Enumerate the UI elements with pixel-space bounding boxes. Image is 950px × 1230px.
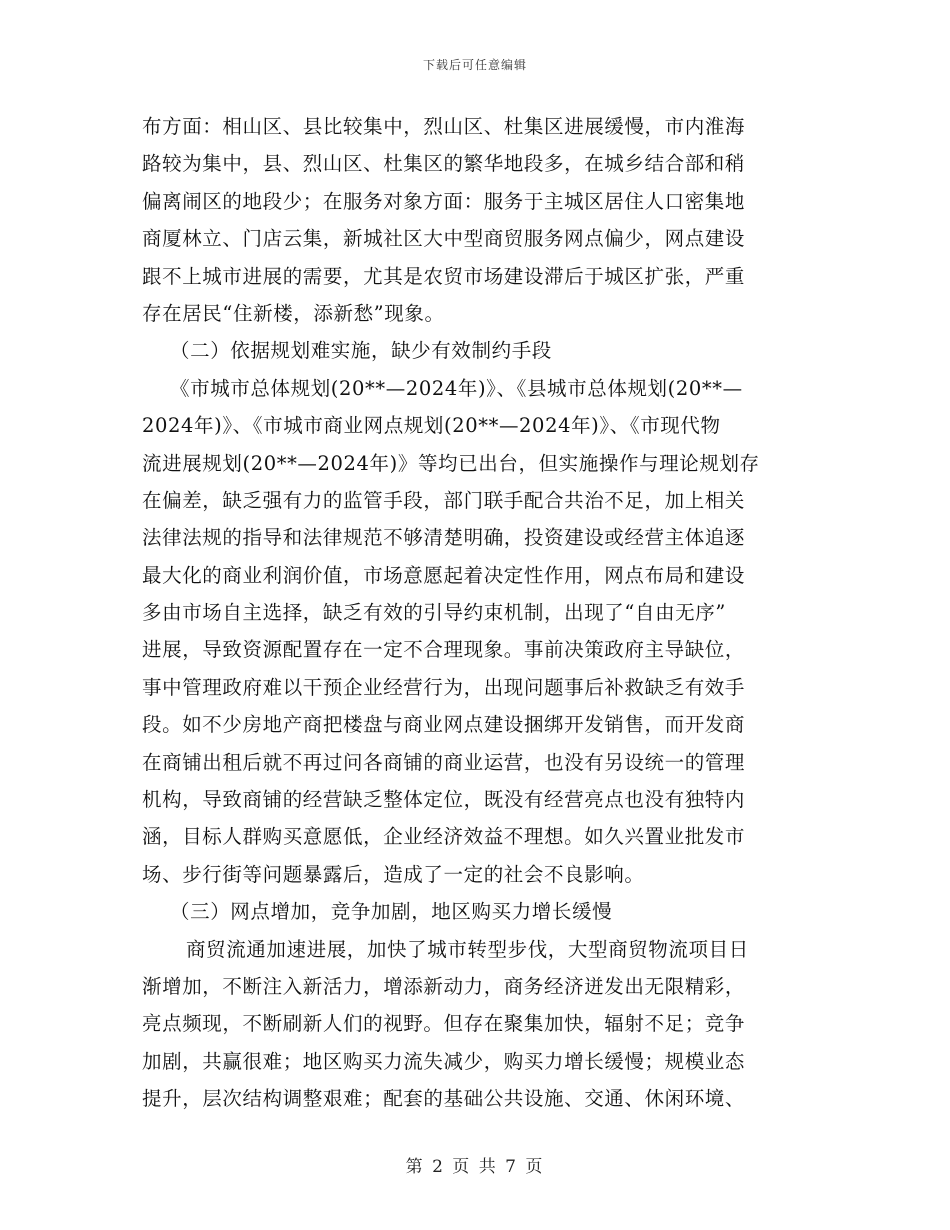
text-line: 段。如不少房地产商把楼盘与商业网点建设捆绑开发销售，而开发商 [142, 713, 746, 737]
text-line: 提升，层次结构调整艰难；配套的基础公共设施、交通、休闲环境、 [142, 1087, 746, 1111]
text-line: 存在居民“住新楼，添新愁”现象。 [142, 301, 445, 325]
text-line: 流进展规划(20**—2024年)》等均已出台，但实施操作与理论规划存 [142, 451, 760, 475]
text-line: 加剧，共赢很难；地区购买力流失减少，购买力增长缓慢；规模业态 [142, 1049, 746, 1073]
text-line: 场、步行街等问题暴露后，造成了一定的社会不良影响。 [142, 862, 645, 886]
section-heading: （三）网点增加，竞争加剧，地区购买力增长缓慢 [170, 900, 613, 924]
text-line: 亮点频现，不断刷新人们的视野。但存在聚集加快，辐射不足；竞争 [142, 1012, 746, 1036]
paragraph-first-line: 《市城市总体规划(20**—2024年)》、《县城市总体规划(20**— [170, 376, 743, 400]
text-line: 在偏差，缺乏强有力的监管手段，部门联手配合共治不足，加上相关 [142, 488, 746, 512]
text-line: 在商铺出租后就不再过问各商铺的商业运营，也没有另设统一的管理 [142, 750, 746, 774]
document-body [142, 108, 812, 1118]
text-line: 法律法规的指导和法律规范不够清楚明确，投资建设或经营主体追逐 [142, 526, 746, 550]
section-heading: （二）依据规划难实施，缺少有效制约手段 [170, 339, 552, 363]
text-line: 事中管理政府难以干预企业经营行为，出现问题事后补救缺乏有效手 [142, 675, 746, 699]
text-line: 商厦林立、门店云集，新城社区大中型商贸服务网点偏少，网点建设 [142, 227, 746, 251]
text-line: 布方面：相山区、县比较集中，烈山区、杜集区进展缓慢，市内淮海 [142, 115, 746, 138]
text-line: 偏离闹区的地段少；在服务对象方面：服务于主城区居住人口密集地 [142, 189, 746, 213]
paragraph-first-line: 商贸流通加速进展，加快了城市转型步伐，大型商贸物流项目日 [186, 937, 749, 961]
text-line: 机构，导致商铺的经营缺乏整体定位，既没有经营亮点也没有独特内 [142, 788, 746, 812]
text-line: 最大化的商业利润价值，市场意愿起着决定性作用，网点布局和建设 [142, 563, 746, 587]
text-line: 跟不上城市进展的需要，尤其是农贸市场建设滞后于城区扩张，严重 [142, 264, 746, 288]
text-line: 2024年)》、《市城市商业网点规划(20**—2024年)》、《市现代物 [142, 414, 721, 438]
page-number-footer: 第 2 页 共 7 页 [405, 1157, 545, 1177]
text-line: 多由市场自主选择，缺乏有效的引导约束机制，出现了“自由无序” [142, 601, 726, 625]
text-line: 进展，导致资源配置存在一定不合理现象。事前决策政府主导缺位， [142, 638, 746, 662]
text-line: 涵，目标人群购买意愿低，企业经济效益不理想。如久兴置业批发市 [142, 825, 746, 849]
text-line: 路较为集中，县、烈山区、杜集区的繁华地段多，在城乡结合部和稍 [142, 152, 746, 176]
text-line: 渐增加，不断注入新活力，增添新动力，商务经济迸发出无限精彩， [142, 974, 746, 998]
page-header: 下载后可任意编辑 [422, 58, 527, 72]
